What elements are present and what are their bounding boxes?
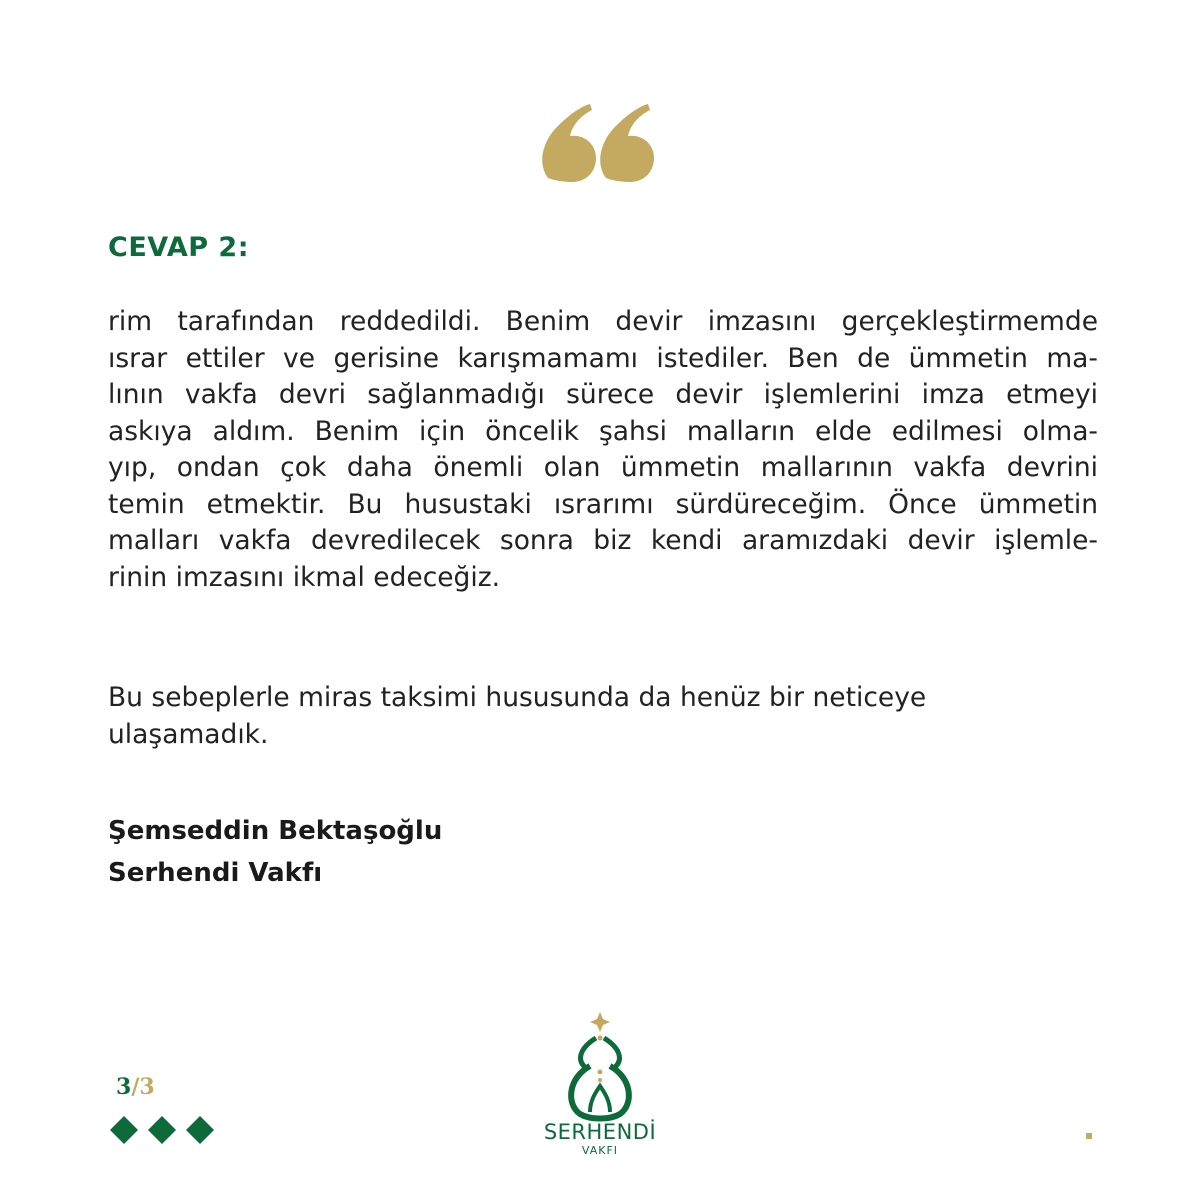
signature-name: Şemseddin Bektaşoğlu (108, 816, 443, 846)
diamonds-decoration (106, 1110, 218, 1150)
closing-line: ulaşamadık. (108, 718, 269, 750)
body-line: yıp, ondan çok daha önemli olan ümmetin mallarının vakfa devrini (108, 452, 1098, 483)
corner-dot (1086, 1133, 1092, 1139)
body-line: rinin imzasını ikmal edeceğiz. (108, 561, 501, 593)
body-line: lının vakfa devri sağlanmadığı sürece devir işlemlerini imza etmeyi (108, 379, 1098, 410)
diamond-icon (186, 1116, 214, 1144)
body-line: askıya aldım. Benim için öncelik şahsi malların elde edilmesi olma- (108, 415, 1098, 447)
page-current: 3 (116, 1074, 132, 1100)
closing-paragraph (108, 680, 1098, 753)
logo-text (520, 1120, 680, 1158)
page-separator: / (131, 1074, 140, 1100)
logo-name: SERHENDİ (543, 1120, 657, 1144)
body-line: temin etmektir. Bu husustaki ısrarımı sürdüreceğim. Önce ümmetin (108, 488, 1098, 520)
heading: CEVAP 2: (108, 232, 249, 263)
diamond-icon (148, 1116, 176, 1144)
body-line: rim tarafından reddedildi. Benim devir imzasını gerçekleştirmemde (108, 306, 1098, 337)
logo-sub: VAKFI (581, 1144, 619, 1157)
quote-mark-icon (540, 98, 660, 186)
body-paragraph (108, 304, 1098, 596)
signature (108, 810, 442, 894)
body-line: malları vakfa devredilecek sonra biz kendi aramızdaki devir işlemle- (108, 525, 1098, 556)
signature-org: Serhendi Vakfı (108, 858, 323, 888)
body-line: ısrar ettiler ve gerisine karışmamamı istediler. Ben de ümmetin ma- (108, 342, 1098, 374)
closing-line: Bu sebeplerle miras taksimi hususunda da henüz bir neticeye (108, 682, 927, 713)
page-indicator (116, 1074, 155, 1100)
diamond-icon (110, 1116, 138, 1144)
page-total: 3 (139, 1074, 155, 1100)
